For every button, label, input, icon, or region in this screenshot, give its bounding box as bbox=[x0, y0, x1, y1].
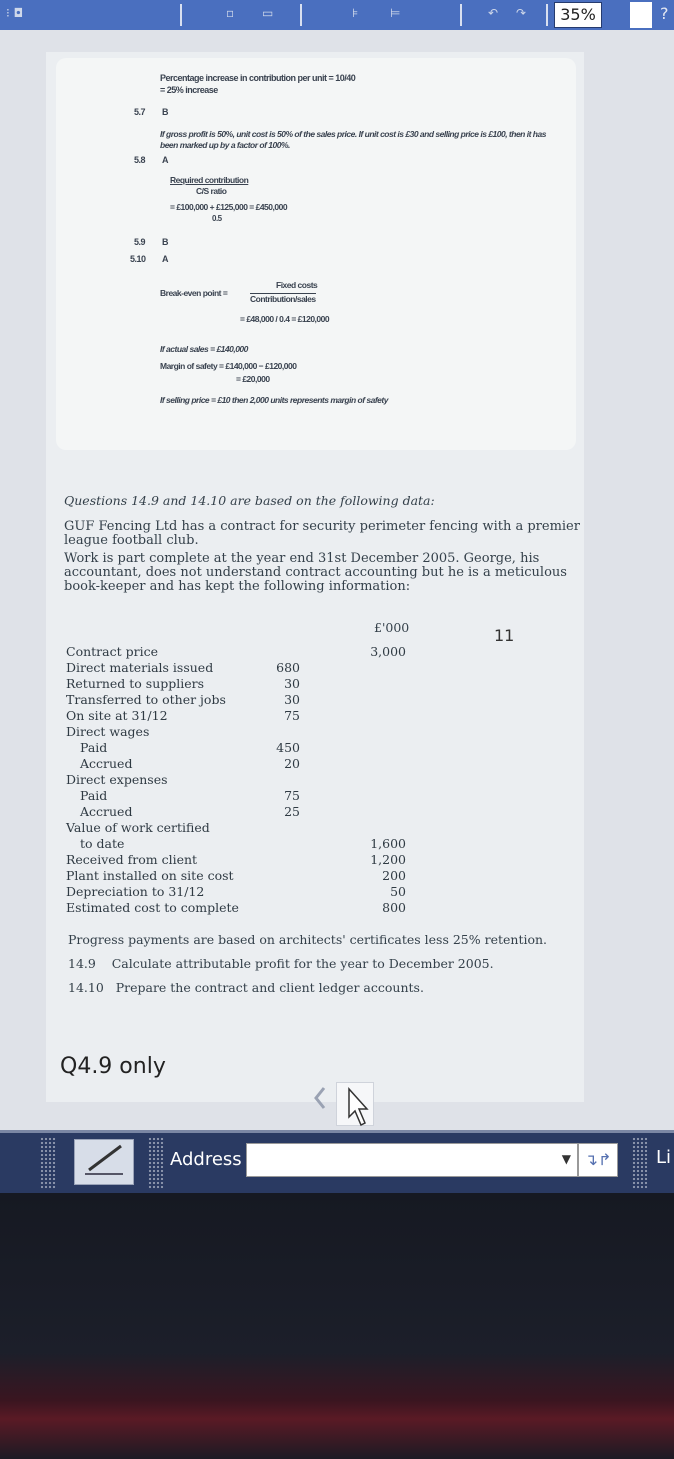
solution-text: If gross profit is 50%, unit cost is 50% of the sales price. If unit cost is £30 and selling price is £100, then it has been marked up by a factor of 100%. bbox=[160, 129, 546, 150]
fraction-numerator: Fixed costs bbox=[276, 280, 318, 290]
table-row-label: Estimated cost to complete bbox=[66, 900, 239, 915]
question-item: 14.10 Prepare the contract and client ledger accounts. bbox=[68, 980, 424, 995]
handwritten-number: 11 bbox=[494, 626, 515, 645]
fraction-numerator: Required contribution bbox=[170, 175, 249, 185]
table-value: 1,200 bbox=[370, 852, 406, 867]
address-toolbar bbox=[0, 1130, 674, 1193]
table-row-label: Direct wages bbox=[66, 724, 150, 739]
cursor-icon bbox=[337, 1083, 373, 1127]
page-icon[interactable]: ▫ bbox=[226, 6, 235, 20]
table-row-label: Plant installed on site cost bbox=[66, 868, 234, 883]
table-value: 50 bbox=[390, 884, 406, 899]
document-viewer[interactable] bbox=[0, 30, 674, 1130]
table-row-label: to date bbox=[80, 836, 125, 851]
top-toolbar bbox=[0, 0, 674, 30]
redo-icon[interactable]: ↷ bbox=[516, 6, 527, 20]
question-number: 5.9 bbox=[134, 237, 146, 247]
undo-icon[interactable]: ↶ bbox=[488, 6, 499, 20]
answer-letter: B bbox=[162, 107, 168, 117]
toolbar-separator bbox=[546, 4, 548, 26]
table-value: 20 bbox=[284, 756, 300, 771]
toolbar-separator bbox=[180, 4, 182, 26]
solution-label: Break-even point = bbox=[160, 288, 228, 298]
toolbar-separator bbox=[460, 4, 462, 26]
table-row-label: Paid bbox=[80, 740, 108, 755]
table-value: 3,000 bbox=[370, 644, 406, 659]
desk-background bbox=[0, 1193, 674, 1459]
table-row-label: Paid bbox=[80, 788, 108, 803]
question-item: 14.9 Calculate attributable profit for the year to December 2005. bbox=[68, 956, 494, 971]
table-row-label: Value of work certified bbox=[66, 820, 210, 835]
toolbar-grip[interactable] bbox=[148, 1137, 164, 1189]
toolbar-grip[interactable] bbox=[40, 1137, 56, 1189]
table-value: 75 bbox=[284, 708, 300, 723]
table-row-label: Returned to suppliers bbox=[66, 676, 205, 691]
table-value: 680 bbox=[276, 660, 300, 675]
solution-equation: = £48,000 / 0.4 = £120,000 bbox=[240, 314, 330, 324]
table-row-label: On site at 31/12 bbox=[66, 708, 168, 723]
solution-line: Percentage increase in contribution per unit = 10/40 bbox=[160, 73, 356, 83]
question-paragraph: Work is part complete at the year end 31st December 2005. George, his accountant, does not understand contract accounting but he is a meticulous book-keeper and has kept the following information: bbox=[64, 551, 567, 594]
solutions-card bbox=[56, 58, 576, 450]
fraction-denominator: Contribution/sales bbox=[250, 294, 316, 304]
table-value: 30 bbox=[284, 676, 300, 691]
solution-line: = 25% increase bbox=[160, 85, 218, 95]
zoom-field[interactable]: 35% bbox=[554, 2, 602, 28]
address-input[interactable] bbox=[246, 1143, 578, 1177]
table-value: 1,600 bbox=[370, 836, 406, 851]
document-page bbox=[46, 52, 584, 1102]
go-icon[interactable]: ↴↱ bbox=[578, 1143, 618, 1177]
table-row-label: Accrued bbox=[80, 756, 133, 771]
table-value: 450 bbox=[276, 740, 300, 755]
toolbar-grip[interactable] bbox=[632, 1137, 648, 1189]
question-paragraph: GUF Fencing Ltd has a contract for security perimeter fencing with a premier league football club. bbox=[64, 519, 580, 548]
next-page-button[interactable] bbox=[336, 1082, 374, 1126]
solution-text: Margin of safety = £140,000 − £120,000 bbox=[160, 361, 297, 371]
fit-width-icon[interactable]: ⊧ bbox=[352, 6, 359, 20]
table-value: 75 bbox=[284, 788, 300, 803]
app-icon[interactable]: ⁝ ◘ bbox=[6, 6, 24, 20]
solution-text: If actual sales = £140,000 bbox=[160, 344, 248, 354]
help-icon[interactable]: ? bbox=[660, 4, 669, 23]
address-label: Address bbox=[170, 1149, 242, 1170]
table-row-label: Accrued bbox=[80, 804, 133, 819]
table-row-label: Direct materials issued bbox=[66, 660, 214, 675]
fraction-denominator: C/S ratio bbox=[196, 186, 227, 196]
signature-icon[interactable] bbox=[74, 1139, 134, 1185]
links-label[interactable]: Li bbox=[656, 1147, 672, 1168]
answer-letter: A bbox=[162, 155, 168, 165]
table-value: 200 bbox=[382, 868, 406, 883]
question-number: 5.8 bbox=[134, 155, 146, 165]
column-header: £'000 bbox=[374, 620, 410, 635]
table-value: 30 bbox=[284, 692, 300, 707]
question-intro: Questions 14.9 and 14.10 are based on the following data: bbox=[64, 493, 435, 508]
solution-equation: = £100,000 + £125,000 = £450,000 bbox=[170, 202, 288, 212]
question-number: 5.7 bbox=[134, 107, 146, 117]
toolbar-separator bbox=[300, 4, 302, 26]
fraction-denominator: 0.5 bbox=[212, 214, 222, 223]
table-row-label: Received from client bbox=[66, 852, 198, 867]
answer-letter: A bbox=[162, 254, 168, 264]
table-row-label: Contract price bbox=[66, 644, 158, 659]
view-icon[interactable]: ▭ bbox=[262, 6, 274, 20]
table-row-label: Direct expenses bbox=[66, 772, 168, 787]
solution-text: If selling price = £10 then 2,000 units represents margin of safety bbox=[160, 395, 388, 405]
table-row-label: Depreciation to 31/12 bbox=[66, 884, 205, 899]
table-row-label: Transferred to other jobs bbox=[66, 692, 226, 707]
answer-letter: B bbox=[162, 237, 168, 247]
fit-page-icon[interactable]: ⊨ bbox=[390, 6, 401, 20]
table-value: 25 bbox=[284, 804, 300, 819]
table-value: 800 bbox=[382, 900, 406, 915]
chevron-down-icon[interactable]: ▼ bbox=[561, 1152, 571, 1166]
question-note: Progress payments are based on architects' certificates less 25% retention. bbox=[68, 932, 548, 947]
toolbar-field[interactable] bbox=[630, 2, 652, 28]
solution-text: = £20,000 bbox=[236, 374, 270, 384]
caption-text: Q4.9 only bbox=[60, 1054, 166, 1079]
question-number: 5.10 bbox=[130, 254, 146, 264]
